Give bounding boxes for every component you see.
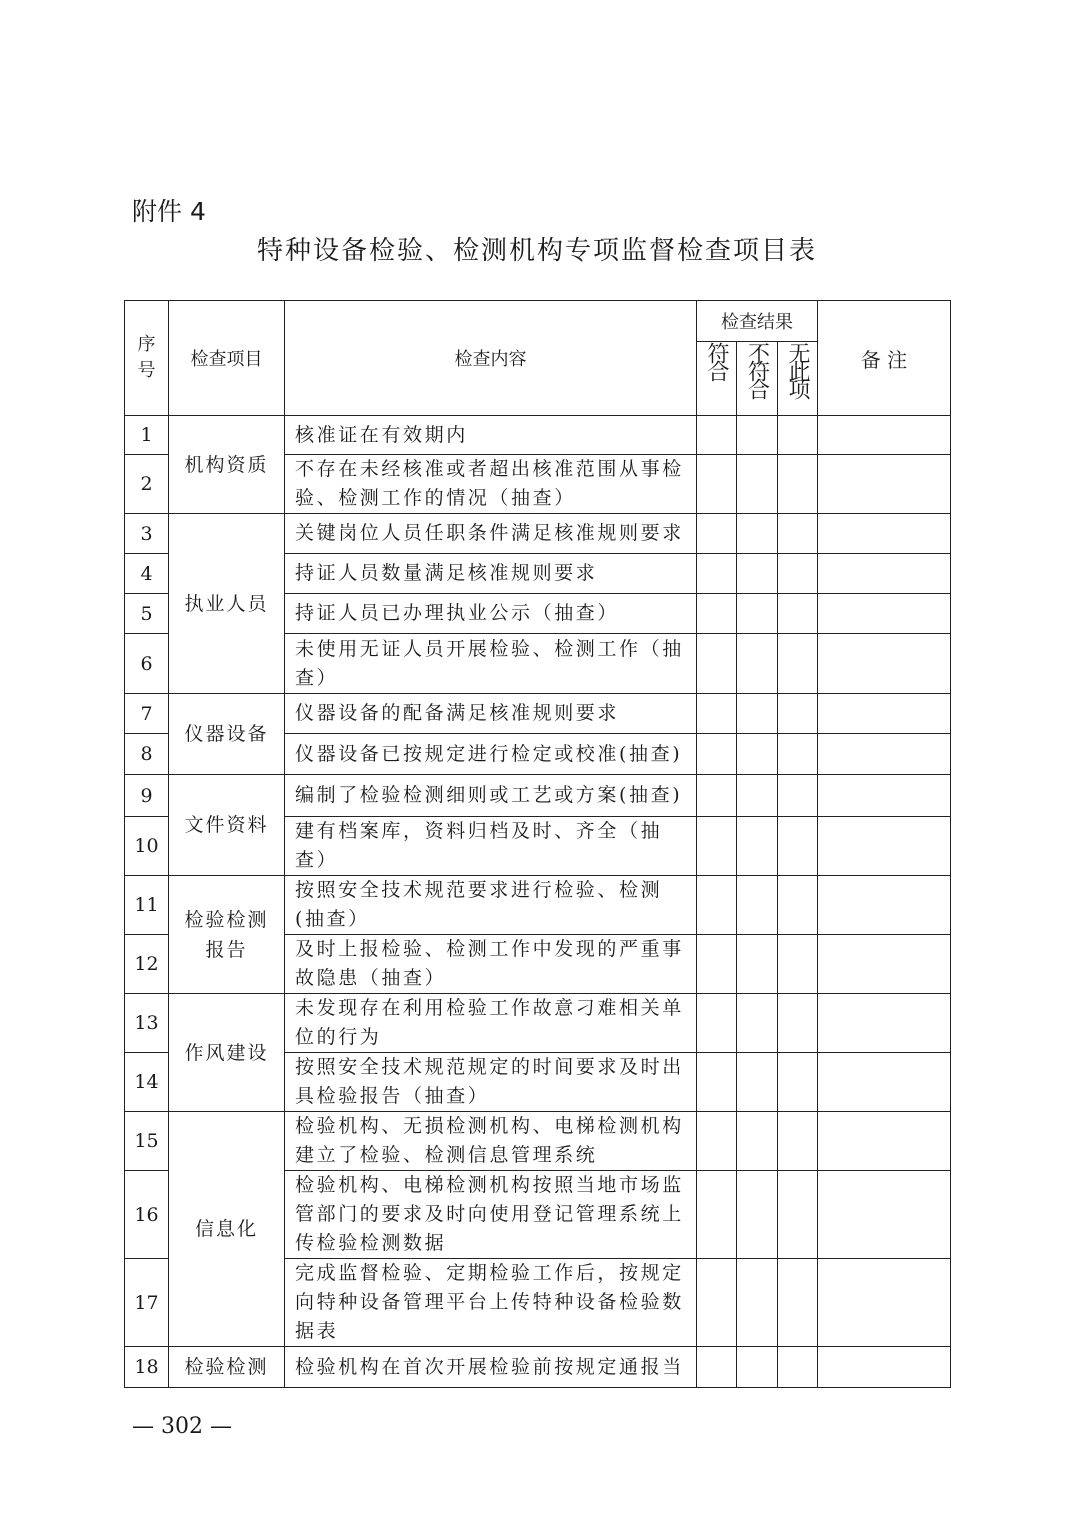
content-cell: 编制了检验检测细则或工艺或方案(抽查) [285,775,697,817]
remarks-cell[interactable] [818,1053,951,1112]
conform-checkbox-cell[interactable] [697,935,737,994]
table-row [125,994,951,1053]
remarks-cell[interactable] [818,594,951,634]
conform-checkbox-cell[interactable] [697,694,737,734]
na-checkbox-cell[interactable] [778,455,818,514]
row-number: 6 [125,634,169,694]
na-checkbox-cell[interactable] [778,817,818,876]
header-conform: 符合 [697,342,737,416]
content-cell: 不存在未经核准或者超出核准范围从事检验、检测工作的情况（抽查） [285,455,697,514]
remarks-cell[interactable] [818,935,951,994]
conform-checkbox-cell[interactable] [697,876,737,935]
attachment-label: 附件 4 [132,197,206,226]
table-row [125,1347,951,1388]
na-checkbox-cell[interactable] [778,876,818,935]
na-checkbox-cell[interactable] [778,775,818,817]
remarks-cell[interactable] [818,554,951,594]
table-row [125,1112,951,1171]
header-remarks: 备 注 [818,301,951,416]
na-checkbox-cell[interactable] [778,594,818,634]
conform-checkbox-cell[interactable] [697,1112,737,1171]
conform-checkbox-cell[interactable] [697,455,737,514]
row-number: 17 [125,1259,169,1347]
category-cell: 执业人员 [169,514,285,694]
content-cell: 检验机构在首次开展检验前按规定通报当 [285,1347,697,1388]
category-cell: 检验检测报告 [169,876,285,994]
content-cell: 持证人员已办理执业公示（抽查） [285,594,697,634]
na-checkbox-cell[interactable] [778,634,818,694]
row-number: 11 [125,876,169,935]
content-cell: 按照安全技术规范规定的时间要求及时出具检验报告（抽查） [285,1053,697,1112]
content-cell: 关键岗位人员任职条件满足核准规则要求 [285,514,697,554]
conform-checkbox-cell[interactable] [697,775,737,817]
row-number: 13 [125,994,169,1053]
content-cell: 检验机构、电梯检测机构按照当地市场监管部门的要求及时向使用登记管理系统上传检验检测数据 [285,1171,697,1259]
conform-checkbox-cell[interactable] [697,634,737,694]
remarks-cell[interactable] [818,994,951,1053]
header-seq: 序号 [125,301,169,416]
header-nonconform: 不符合 [737,342,778,416]
table-row [125,876,951,935]
content-cell: 核准证在有效期内 [285,416,697,455]
remarks-cell[interactable] [818,876,951,935]
content-cell: 未使用无证人员开展检验、检测工作（抽查） [285,634,697,694]
na-checkbox-cell[interactable] [778,994,818,1053]
remarks-cell[interactable] [818,634,951,694]
na-checkbox-cell[interactable] [778,554,818,594]
conform-checkbox-cell[interactable] [697,554,737,594]
header-content: 检查内容 [285,301,697,416]
table-row [125,775,951,817]
content-cell: 及时上报检验、检测工作中发现的严重事故隐患（抽查） [285,935,697,994]
content-cell: 建有档案库，资料归档及时、齐全（抽查） [285,817,697,876]
conform-checkbox-cell[interactable] [697,1171,737,1259]
category-cell: 检验检测 [169,1347,285,1388]
conform-checkbox-cell[interactable] [697,817,737,876]
table-row [125,514,951,554]
nonconform-checkbox-cell[interactable] [737,634,778,694]
nonconform-checkbox-cell[interactable] [737,514,778,554]
header-item: 检查项目 [169,301,285,416]
na-checkbox-cell[interactable] [778,1259,818,1347]
row-number: 3 [125,514,169,554]
table-row [125,694,951,734]
nonconform-checkbox-cell[interactable] [737,734,778,775]
content-cell: 按照安全技术规范要求进行检验、检测(抽查） [285,876,697,935]
na-checkbox-cell[interactable] [778,1347,818,1388]
remarks-cell[interactable] [818,455,951,514]
nonconform-checkbox-cell[interactable] [737,594,778,634]
content-cell: 持证人员数量满足核准规则要求 [285,554,697,594]
row-number: 1 [125,416,169,455]
nonconform-checkbox-cell[interactable] [737,817,778,876]
category-cell: 信息化 [169,1112,285,1347]
na-checkbox-cell[interactable] [778,1112,818,1171]
na-checkbox-cell[interactable] [778,416,818,455]
na-checkbox-cell[interactable] [778,514,818,554]
remarks-cell[interactable] [818,694,951,734]
row-number: 18 [125,1347,169,1388]
na-checkbox-cell[interactable] [778,1053,818,1112]
conform-checkbox-cell[interactable] [697,994,737,1053]
remarks-cell[interactable] [818,1171,951,1259]
row-number: 7 [125,694,169,734]
category-cell: 机构资质 [169,416,285,514]
remarks-cell[interactable] [818,514,951,554]
content-cell: 检验机构、无损检测机构、电梯检测机构建立了检验、检测信息管理系统 [285,1112,697,1171]
remarks-cell[interactable] [818,734,951,775]
conform-checkbox-cell[interactable] [697,1347,737,1388]
nonconform-checkbox-cell[interactable] [737,1259,778,1347]
remarks-cell[interactable] [818,775,951,817]
conform-checkbox-cell[interactable] [697,1259,737,1347]
row-number: 14 [125,1053,169,1112]
conform-checkbox-cell[interactable] [697,734,737,775]
nonconform-checkbox-cell[interactable] [737,1053,778,1112]
content-cell: 完成监督检验、定期检验工作后，按规定向特种设备管理平台上传特种设备检验数据表 [285,1259,697,1347]
content-cell: 仪器设备已按规定进行检定或校准(抽查) [285,734,697,775]
remarks-cell[interactable] [818,1259,951,1347]
conform-checkbox-cell[interactable] [697,514,737,554]
content-cell: 仪器设备的配备满足核准规则要求 [285,694,697,734]
category-cell: 作风建设 [169,994,285,1112]
inspection-table [124,300,951,1388]
conform-checkbox-cell[interactable] [697,594,737,634]
na-checkbox-cell[interactable] [778,734,818,775]
remarks-cell[interactable] [818,1112,951,1171]
row-number: 15 [125,1112,169,1171]
row-number: 8 [125,734,169,775]
na-checkbox-cell[interactable] [778,935,818,994]
table-row [125,416,951,455]
na-checkbox-cell[interactable] [778,694,818,734]
row-number: 9 [125,775,169,817]
row-number: 16 [125,1171,169,1259]
nonconform-checkbox-cell[interactable] [737,876,778,935]
remarks-cell[interactable] [818,416,951,455]
nonconform-checkbox-cell[interactable] [737,554,778,594]
row-number: 4 [125,554,169,594]
conform-checkbox-cell[interactable] [697,1053,737,1112]
nonconform-checkbox-cell[interactable] [737,1171,778,1259]
page-number: — 302 — [132,1414,232,1439]
nonconform-checkbox-cell[interactable] [737,775,778,817]
row-number: 2 [125,455,169,514]
na-checkbox-cell[interactable] [778,1171,818,1259]
nonconform-checkbox-cell[interactable] [737,994,778,1053]
remarks-cell[interactable] [818,1347,951,1388]
header-na: 无此项 [778,342,818,416]
row-number: 5 [125,594,169,634]
nonconform-checkbox-cell[interactable] [737,935,778,994]
row-number: 10 [125,817,169,876]
document-title: 特种设备检验、检测机构专项监督检查项目表 [256,236,817,266]
conform-checkbox-cell[interactable] [697,416,737,455]
nonconform-checkbox-cell[interactable] [737,416,778,455]
header-result: 检查结果 [697,301,818,342]
table-body [125,416,951,1388]
row-number: 12 [125,935,169,994]
remarks-cell[interactable] [818,817,951,876]
nonconform-checkbox-cell[interactable] [737,1347,778,1388]
nonconform-checkbox-cell[interactable] [737,455,778,514]
nonconform-checkbox-cell[interactable] [737,1112,778,1171]
content-cell: 未发现存在利用检验工作故意刁难相关单位的行为 [285,994,697,1053]
nonconform-checkbox-cell[interactable] [737,694,778,734]
category-cell: 仪器设备 [169,694,285,775]
category-cell: 文件资料 [169,775,285,876]
